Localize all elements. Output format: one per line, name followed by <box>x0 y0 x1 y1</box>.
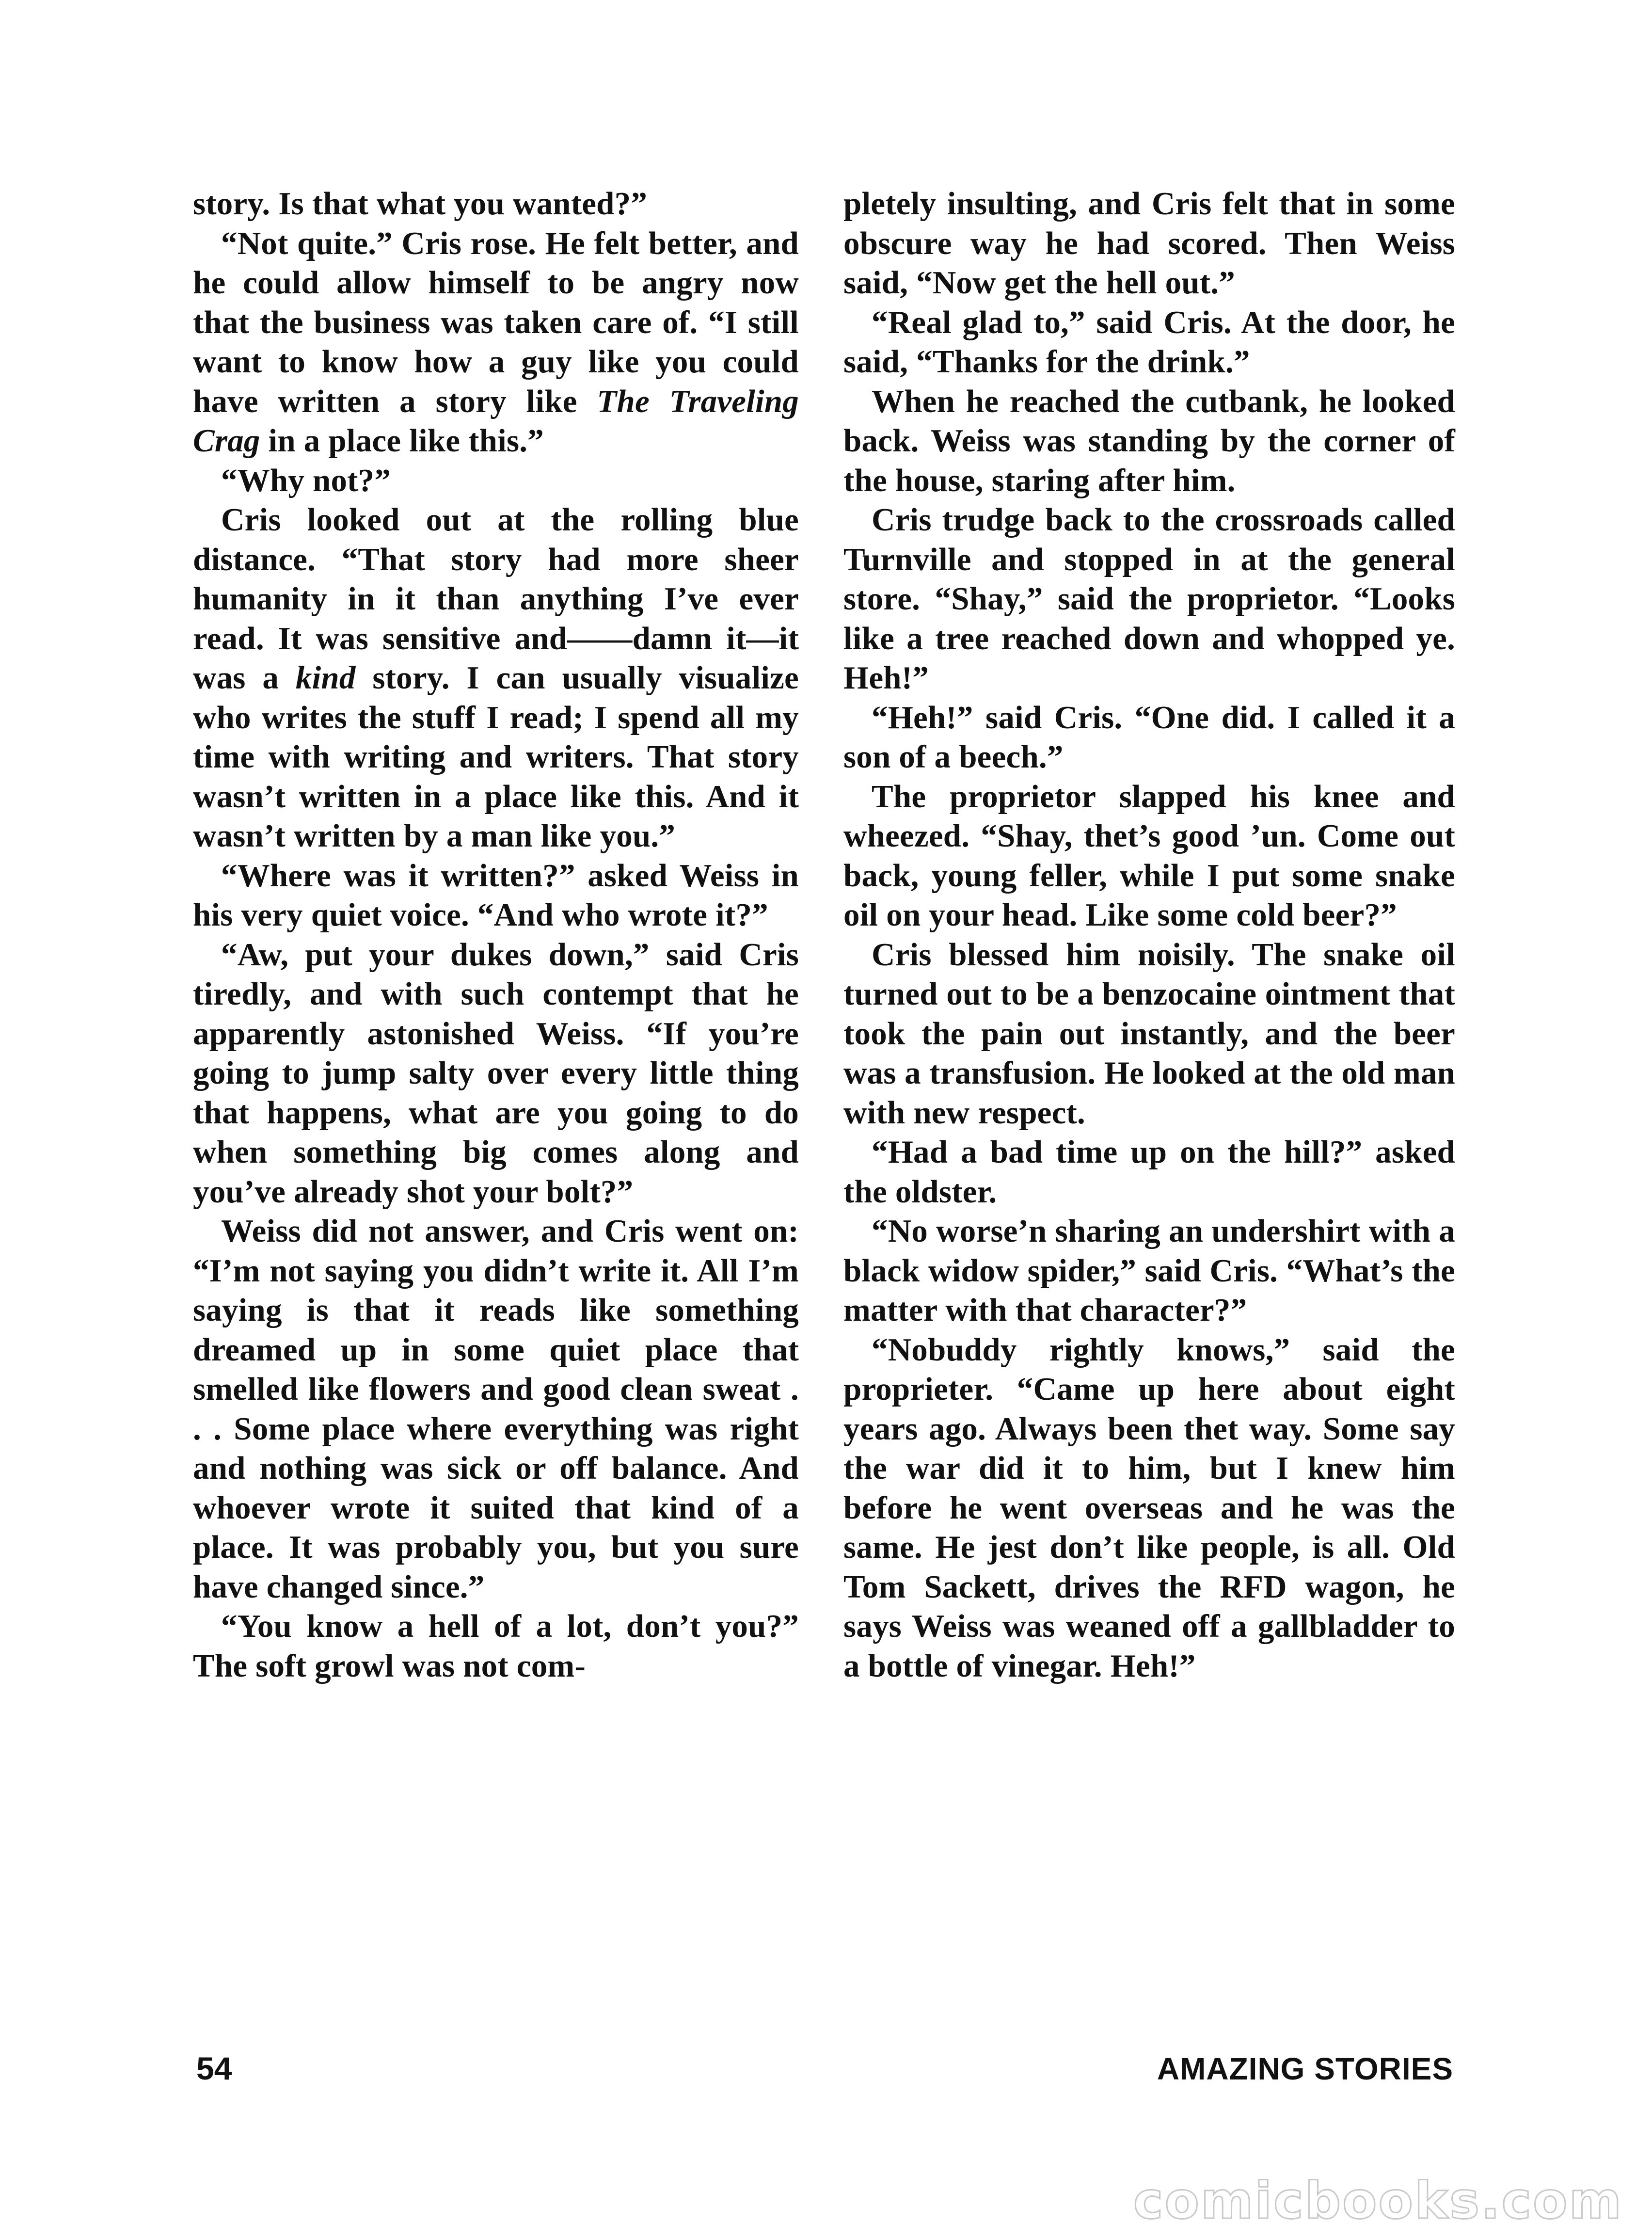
paragraph: “Real glad to,” said Cris. At the door, he said, “Thanks for the drink.” <box>843 304 1455 380</box>
paragraph: “Had a bad time up on the hill?” asked the oldster. <box>843 1134 1455 1210</box>
page-number: 54 <box>196 2050 232 2086</box>
running-head: AMAZING STORIES <box>1157 2051 1453 2086</box>
paragraph <box>193 500 799 856</box>
paragraph: “Aw, put your dukes down,” said Cris tiredly, and with such contempt that he apparently astonished Weiss. “If you’re going to jump salty over every little thing that happens, what are you going to do when something big comes along and you’ve already shot your bolt?” <box>193 936 799 1210</box>
paragraph: “Why not?” <box>221 462 391 498</box>
paragraph: “You know a hell of a lot, don’t you?” The soft growl was not com- <box>193 1608 799 1684</box>
paragraph: Weiss did not answer, and Cris went on: “I’m not saying you didn’t write it. All I’m saying is that it reads like something dreamed up in some quiet place that smelled like flowers and good clean sweat . . . Some place where everything was right and nothing was sick or off balance. And whoever wrote it suited that kind of a place. It was probably you, but you sure have changed since.” <box>193 1213 799 1605</box>
story-title: The Traveling Crag <box>193 383 799 459</box>
paragraph: story. Is that what you wanted?” <box>193 186 648 222</box>
emphasis: kind <box>295 660 356 696</box>
paragraph-text: Cris looked out at the rolling blue distance. “That story had more sheer humanity in it than anything I’ve ever read. It was sensitive and——damn it—it was a <box>193 502 799 696</box>
paragraph: “No worse’n sharing an undershirt with a black widow spider,” said Cris. “What’s the matter with that character?” <box>843 1213 1455 1328</box>
paragraph: The proprietor slapped his knee and wheezed. “Shay, thet’s good ’un. Come out back, young feller, while I put some snake oil on your head. Like some cold beer?” <box>843 778 1455 933</box>
paragraph: When he reached the cutbank, he looked back. Weiss was standing by the corner of the house, staring after him. <box>843 383 1455 498</box>
paragraph: “Nobuddy rightly knows,” said the proprieter. “Came up here about eight years ago. Always been thet way. Some say the war did it to him, but I knew him before he went overseas and he was the same. He jest don’t like people, is all. Old Tom Sackett, drives the RFD wagon, he says Weiss was weaned off a gallbladder to a bottle of vinegar. Heh!” <box>843 1331 1455 1684</box>
right-text-column <box>843 184 1455 1686</box>
paragraph-text: story. I can usually visualize who writes the stuff I read; I spend all my time with writing and writers. That story wasn’t written in a place like this. And it wasn’t written by a man like you.” <box>193 660 799 854</box>
paragraph: pletely insulting, and Cris felt that in some obscure way he had scored. Then Weiss said, “Now get the hell out.” <box>843 186 1455 301</box>
watermark: comicbooks.com <box>1133 2171 1623 2230</box>
paragraph: Cris trudge back to the crossroads called Turnville and stopped in at the general store. “Shay,” said the proprietor. “Looks like a tree reached down and whopped ye. Heh!” <box>843 502 1455 696</box>
paragraph-text: “Not quite.” Cris rose. He felt better, and he could allow himself to be angry now that the business was taken care of. “I still want to know how a guy like you could have written a story like <box>193 225 799 419</box>
left-text-column <box>193 184 799 1686</box>
paragraph: “Where was it written?” asked Weiss in his very quiet voice. “And who wrote it?” <box>193 857 799 933</box>
paragraph <box>193 224 799 461</box>
paragraph-text: in a place like this.” <box>260 423 544 459</box>
paragraph: “Heh!” said Cris. “One did. I called it a son of a beech.” <box>843 699 1455 775</box>
paragraph: Cris blessed him noisily. The snake oil turned out to be a benzocaine ointment that took the pain out instantly, and the beer was a transfusion. He looked at the old man with new respect. <box>843 936 1455 1131</box>
